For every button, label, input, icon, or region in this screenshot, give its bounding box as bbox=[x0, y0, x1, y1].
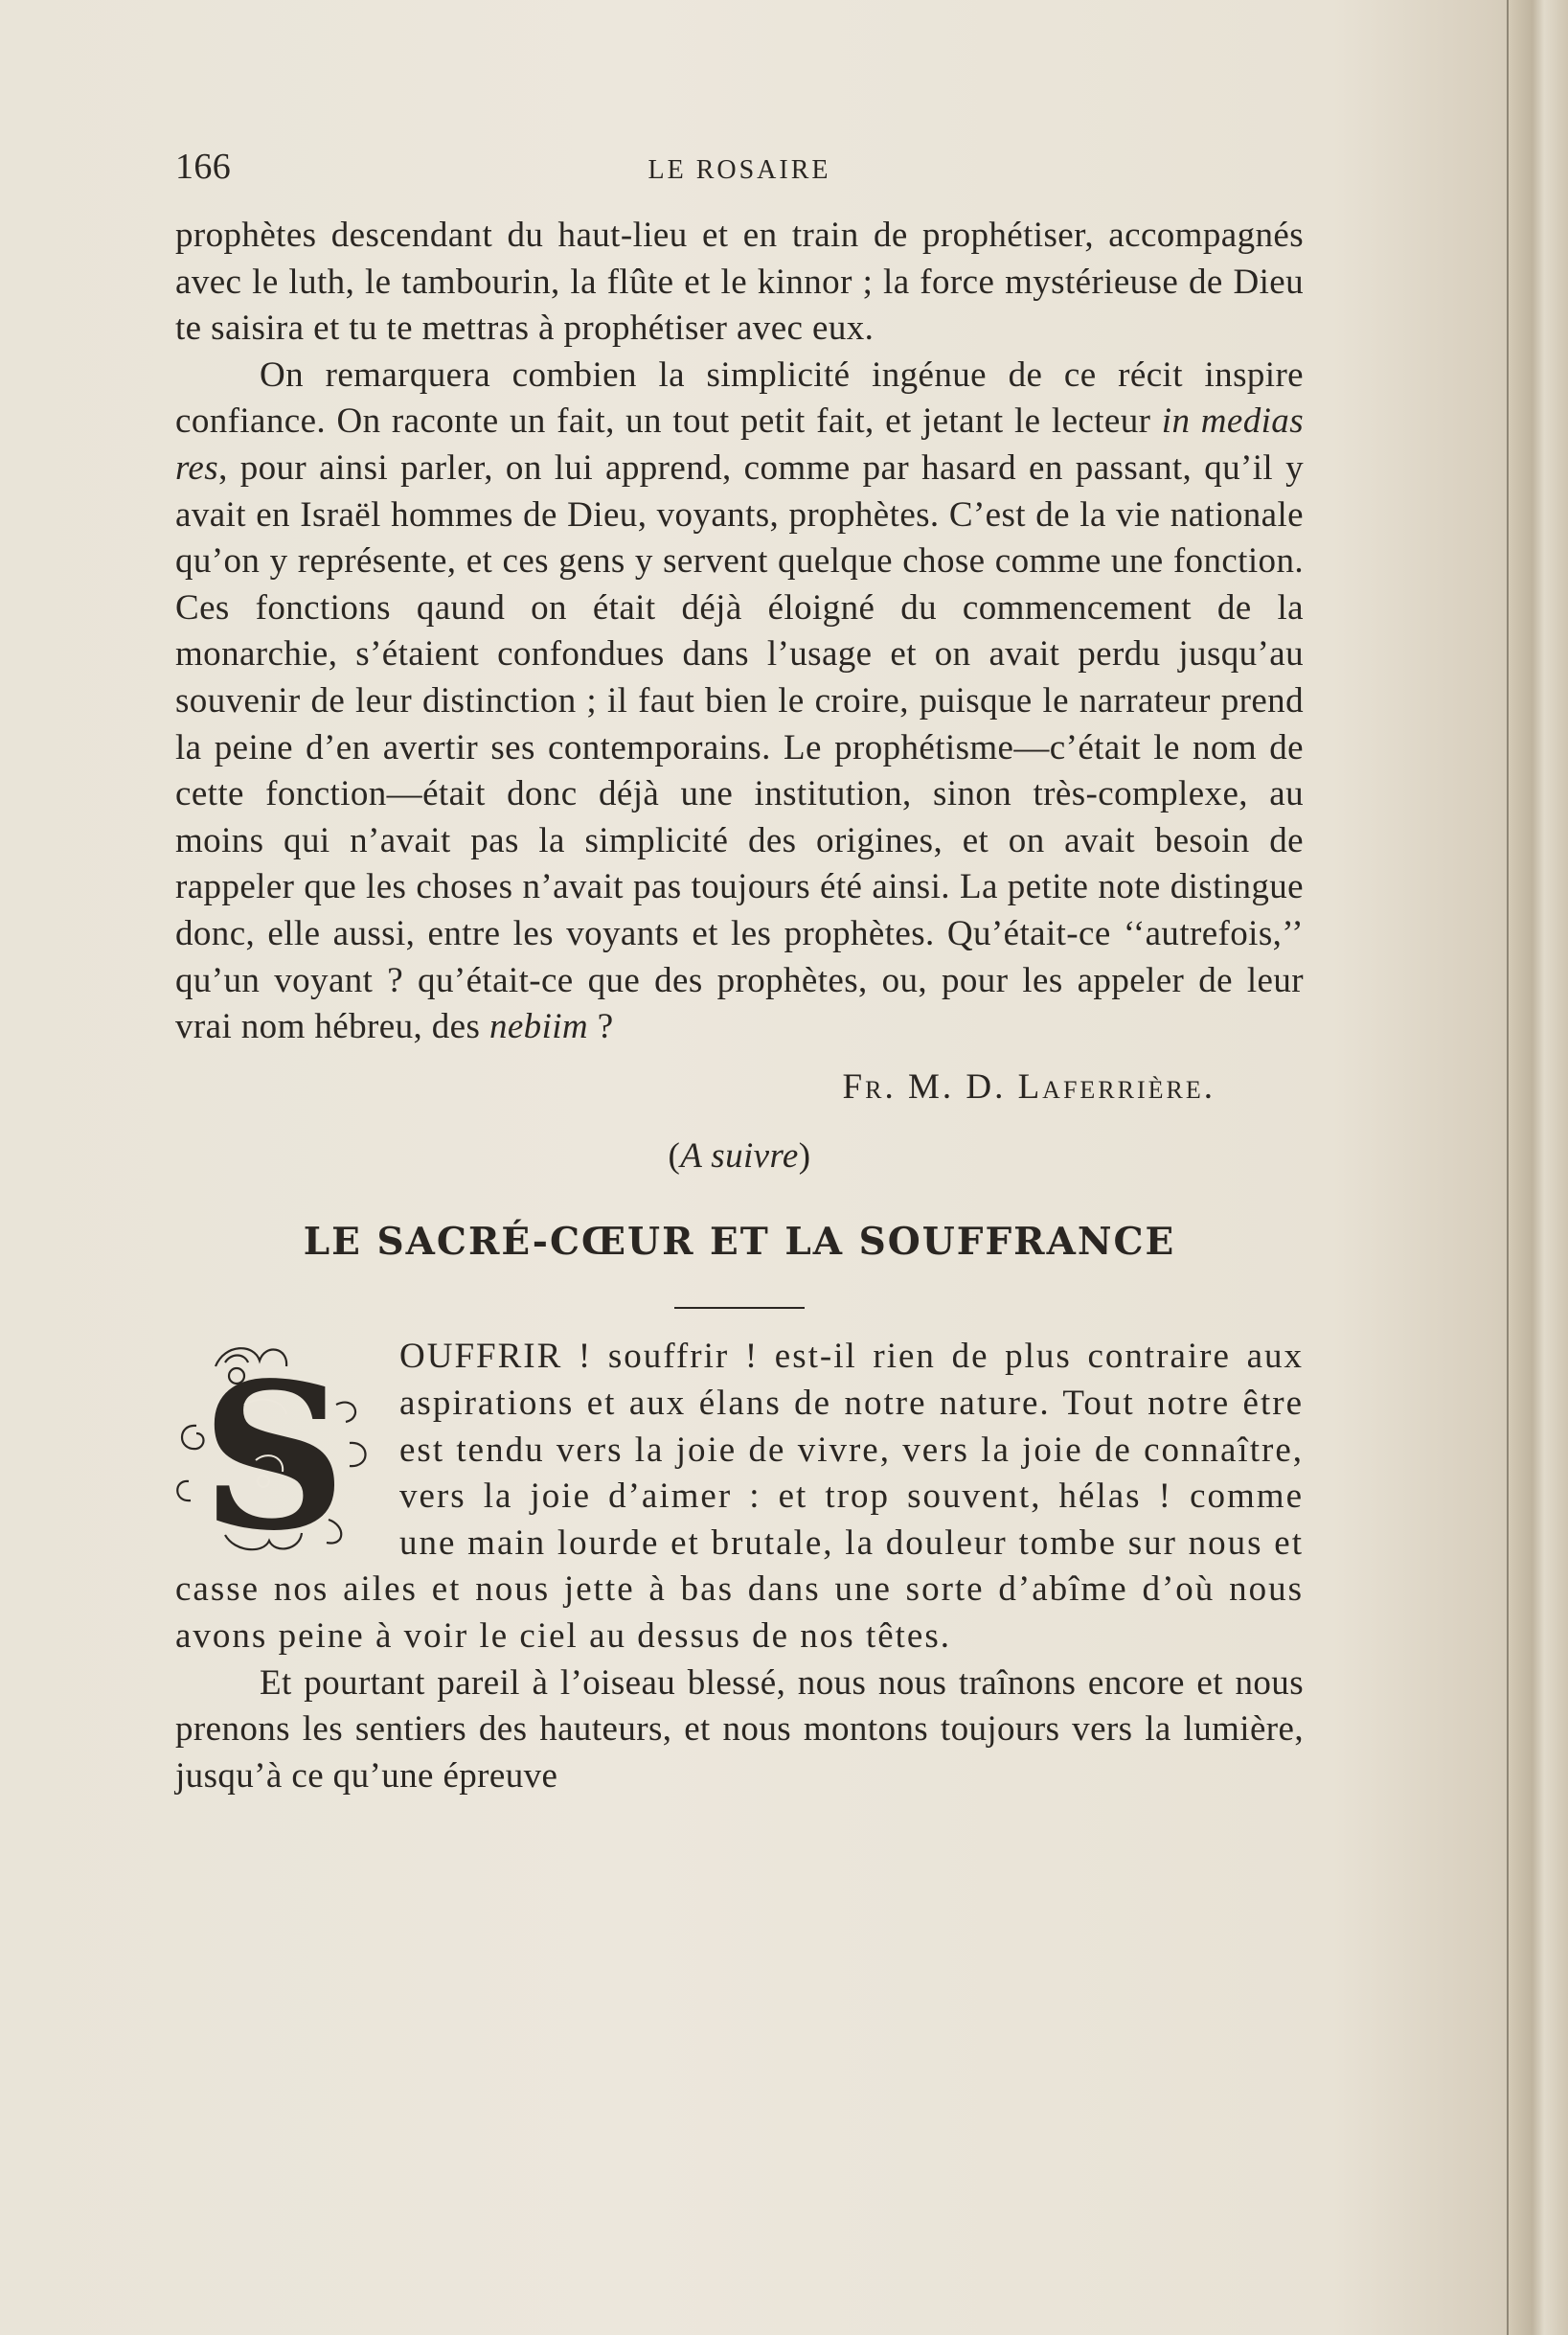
paragraph: Et pourtant pareil à l’oiseau blessé, nous nous traînons encore et nous prenons les sentiers des hauteurs, et nous montons toujours vers la lumière, jusqu’à ce qu’une épreuve bbox=[175, 1662, 1304, 1796]
text-run: ? bbox=[588, 1007, 614, 1047]
drop-cap-letter: S bbox=[200, 1339, 348, 1561]
paragraph: prophètes descendant du haut-lieu et en train de prophétiser, accompagnés avec le luth, le tambourin, la flûte et le kinnor ; la force mystérieuse de Dieu te saisira et tu te mettras à prophétiser avec eux. bbox=[175, 216, 1304, 349]
article-title: LE SACRÉ-CŒUR ET LA SOUFFRANCE bbox=[303, 1219, 1176, 1264]
italic-phrase: in medias res bbox=[175, 401, 1304, 488]
italic-word: nebiim bbox=[489, 1007, 589, 1047]
running-title: LE ROSAIRE bbox=[648, 155, 831, 185]
ornamental-drop-cap bbox=[168, 1338, 380, 1560]
page-edge bbox=[1507, 0, 1568, 2335]
text-block bbox=[175, 144, 1304, 1799]
author-signature: Fr. M. D. Laferrière. bbox=[842, 1066, 1216, 1107]
text-run: On remarquera combien la simplicité ingénue de ce récit inspire confiance. On raconte un fait, un tout petit fait, et jetant le lecteur bbox=[175, 355, 1304, 442]
paren-close: ) bbox=[798, 1136, 811, 1177]
title-rule bbox=[674, 1307, 805, 1309]
paren-open: ( bbox=[668, 1136, 681, 1177]
text-run: , pour ainsi parler, on lui apprend, comme par hasard en passant, qu’il y avait en Israël hommes de Dieu, voyants, prophètes. C’est de la vie nationale qu’on y représente, et ces gens y servent quelque chose comme une fonction. Ces fonctions qaund on était déjà éloigné du commencement de la monarchie, s’étaient confondues dans l’usage et on avait perdu jusqu’au souvenir de leur distinction ; il faut bien le croire, puisque le narrateur prend la peine d’en avertir ses contemporains. Le prophétisme—c’était le nom de cette fonction—était donc déjà une institution, sinon très-complexe, au moins qui n’avait pas la simplicité des origines, et on avait besoin de rappeler que les choses n’avait pas toujours été ainsi. La petite note distingue donc, elle aussi, entre les voyants et les prophètes. Qu’était-ce ‘‘autrefois,’’ qu’un voyant ? qu’était-ce que des prophètes, ou, pour les appeler de leur vrai nom hébreu, des bbox=[175, 447, 1304, 1047]
paragraph bbox=[175, 353, 1304, 1051]
page-number: 166 bbox=[175, 147, 232, 187]
paragraph: OUFFRIR ! souffrir ! est-il rien de plus contraire aux aspirations et aux élans de notre nature. Tout notre être est tendu vers la joie de vivre, vers la joie de connaître, vers la joie d’aimer : et trop souvent, hélas ! comme une main lourde et brutale, la douleur tombe sur nous et casse nos ailes et nous jette à bas dans une sorte d’abîme d’où nous avons peine à voir le ciel au dessus de nos têtes. bbox=[175, 1337, 1304, 1657]
running-head bbox=[175, 144, 1304, 201]
to-be-continued bbox=[175, 1133, 1304, 1180]
continued-label: A suivre bbox=[680, 1136, 799, 1177]
